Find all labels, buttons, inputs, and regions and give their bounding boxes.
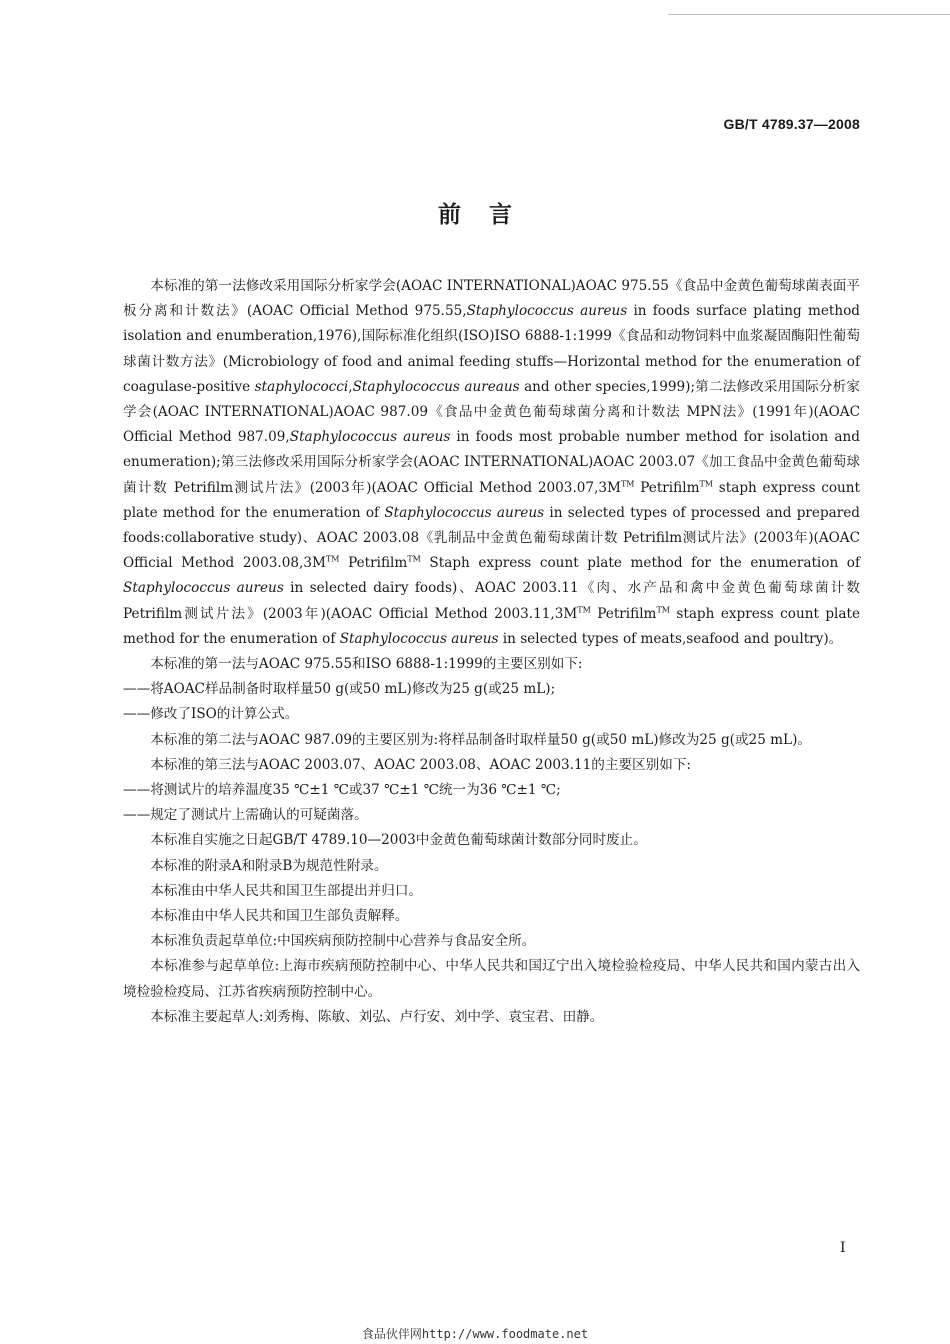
dash-item: ——将AOAC样品制备时取样量50 g(或50 mL)修改为25 g(或25 mL); [123, 681, 556, 698]
dash-item: ——将测试片的培养温度35 ℃±1 ℃或37 ℃±1 ℃统一为36 ℃±1 ℃; [123, 782, 561, 799]
paragraph-method3-differences: 本标准的第三法与AOAC 2003.07、AOAC 2003.08、AOAC 2003.11的主要区别如下: [150, 756, 692, 773]
dash-item: ——规定了测试片上需确认的可疑菌落。 [123, 807, 368, 824]
paragraph-method1-differences: 本标准的第一法与AOAC 975.55和ISO 6888-1:1999的主要区别如下: [150, 656, 583, 673]
standard-number: GB/T 4789.37—2008 [723, 116, 860, 132]
paragraph-supersedes: 本标准自实施之日起GB/T 4789.10—2003中金黄色葡萄球菌计数部分同时废止。 [150, 832, 647, 849]
paragraph-participating-drafters: 本标准参与起草单位:上海市疾病预防控制中心、中华人民共和国辽宁出入境检验检疫局、中华人民共和国内蒙古出入境检验检疫局、江苏省疾病预防控制中心。 [123, 958, 860, 1000]
page-title: 前言 [438, 202, 540, 228]
paragraph-method2-differences: 本标准的第二法与AOAC 987.09的主要区别为:将样品制备时取样量50 g(或50 mL)修改为25 g(或25 mL)。 [150, 731, 811, 748]
dash-item: ——修改了ISO的计算公式。 [123, 706, 299, 723]
paragraph-lead-drafter: 本标准负责起草单位:中国疾病预防控制中心营养与食品安全所。 [150, 933, 536, 950]
paragraph-interpretation: 本标准由中华人民共和国卫生部负责解释。 [150, 908, 409, 925]
top-edge-line [668, 14, 950, 15]
paragraph-adoption: 本标准的第一法修改采用国际分析家学会(AOAC INTERNATIONAL)AOAC 975.55《食品中金黄色葡萄球菌表面平板分离和计数法》(AOAC Official Method 975.55,Staphylococcus aureus in foods surface plating method isolation and enumberation,1976),国际标准化组织(ISO)ISO 6888-1:1999《食品和动物饲料中血浆凝固酶阳性葡萄球菌计数方法》(Microbiology of food and animal feeding stuffs—Horizontal method for the enumeration of coagulase-positive staphylococci,Staphylococcus aureaus and other species,1999);第二法修改采用国际分析家学会(AOAC INTERNATIONAL)AOAC 987.09《食品中金黄色葡萄球菌分离和计数法 MPN法》(1991年)(AOAC Official Method 987.09,Staphylococcus aureus in foods most probable number method for isolation and enumeration);第三法修改采用国际分析家学会(AOAC INTERNATIONAL)AOAC 2003.07《加工食品中金黄色葡萄球菌计数 Petrifilm测试片法》(2003年)(AOAC Official Method 2003.07,3M™ Petrifilm™ staph express count plate method for the enumeration of Staphylococcus aureus in selected types of processed and prepared foods:collaborative study)、AOAC 2003.08《乳制品中金黄色葡萄球菌计数 Petrifilm测试片法》(2003年)(AOAC Official Method 2003.08,3M™ Petrifilm™ Staph express count plate method for the enumeration of Staphylococcus aureus in selected dairy foods)、AOAC 2003.11《肉、水产品和禽中金黄色葡萄球菌计数 Petrifilm测试片法》(2003年)(AOAC Official Method 2003.11,3M™ Petrifilm™ staph express count plate method for the enumeration of Staphylococcus aureus in selected types of meats,seafood and poultry)。 [123, 278, 861, 647]
paragraph-proposer: 本标准由中华人民共和国卫生部提出并归口。 [150, 882, 423, 899]
paragraph-main-drafters: 本标准主要起草人:刘秀梅、陈敏、刘弘、卢行安、刘中学、袁宝君、田静。 [150, 1008, 604, 1025]
watermark-link[interactable]: 食品伙伴网http://www.foodmate.net [361, 1327, 589, 1341]
paragraph-appendices: 本标准的附录A和附录B为规范性附录。 [150, 857, 388, 874]
page-number: I [840, 1240, 846, 1256]
document-body [123, 274, 860, 1030]
